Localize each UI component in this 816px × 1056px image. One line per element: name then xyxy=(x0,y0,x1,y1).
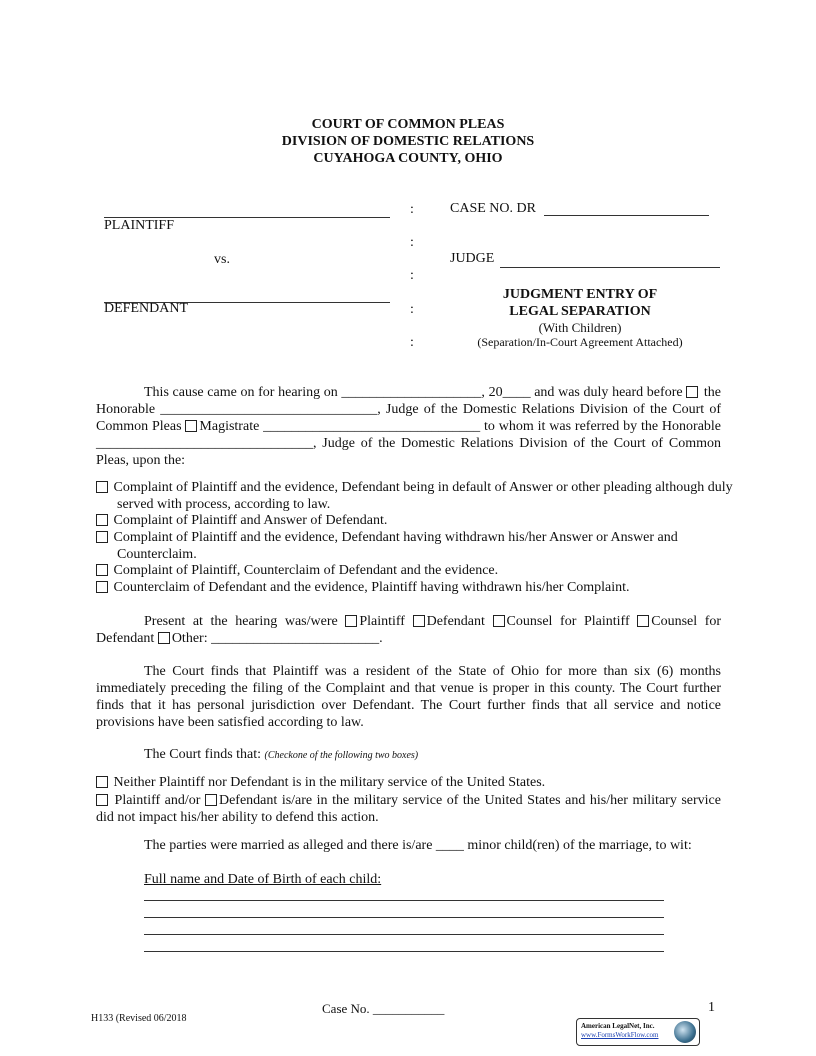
children-label: Full name and Date of Birth of each child: xyxy=(144,872,382,887)
military-text: Plaintiff and/or xyxy=(114,793,201,808)
present-text: Counsel for Plaintiff xyxy=(506,614,630,629)
child-entry-line[interactable] xyxy=(144,900,664,901)
logo-url[interactable]: www.FormsWorkFlow.com xyxy=(581,1031,659,1039)
military-option-2 xyxy=(96,792,721,826)
judge-checkbox[interactable] xyxy=(686,386,698,398)
defendant-present-checkbox[interactable] xyxy=(413,615,425,627)
option-checkbox[interactable] xyxy=(96,564,108,576)
child-entry-line[interactable] xyxy=(144,951,664,952)
military-defendant-checkbox[interactable] xyxy=(205,794,217,806)
present-text: Defendant xyxy=(426,614,485,629)
division-name: DIVISION OF DOMESTIC RELATIONS xyxy=(281,134,535,149)
colon: : xyxy=(410,335,414,350)
magistrate-checkbox[interactable] xyxy=(185,420,197,432)
findings-paragraph: The Court finds that Plaintiff was a resident of the State of Ohio for more than six (6) months immediately preceding the filing of the Complaint and that venue is proper in this county. The Court further finds that it has personal jurisdiction over Defendant. The Court further finds that all service and notice provisions have been satisfied according to law. xyxy=(96,664,721,730)
option-text: Complaint of Plaintiff, Counterclaim of Defendant and the evidence. xyxy=(113,563,499,578)
option-answer xyxy=(96,513,742,530)
american-legalnet-logo[interactable] xyxy=(576,1018,700,1046)
military-note: (Checkone of the following two boxes) xyxy=(264,750,419,761)
form-id: H133 (Revised 06/2018 xyxy=(91,1013,187,1024)
logo-name: American LegalNet, Inc. xyxy=(581,1022,655,1030)
option-counterclaim xyxy=(96,563,742,580)
option-checkbox[interactable] xyxy=(96,514,108,526)
judge-field[interactable] xyxy=(500,267,720,268)
option-default xyxy=(96,480,742,513)
military-text: Defendant is/are in the military service of the United States and his/her military service did not impact his/her ability to defend this action. xyxy=(96,793,721,825)
option-withdrawn-answer xyxy=(96,530,742,563)
military-intro-text: The Court finds that: xyxy=(144,747,262,762)
colon: : xyxy=(410,302,414,317)
military-option-1 xyxy=(96,775,721,792)
option-checkbox[interactable] xyxy=(96,481,108,493)
hearing-text: This cause came on for hearing on ____________________, 20____ and was duly heard before xyxy=(144,385,683,400)
footer-case-no: Case No. ___________ xyxy=(322,1001,445,1016)
option-text: Complaint of Plaintiff and the evidence, Defendant being in default of Answer or other pleading although duly served with process, according to law. xyxy=(113,480,733,512)
colon: : xyxy=(410,235,414,250)
option-text: Counterclaim of Defendant and the evidence, Plaintiff having withdrawn his/her Complaint. xyxy=(113,580,630,595)
plaintiff-present-checkbox[interactable] xyxy=(345,615,357,627)
title-line-2: LEGAL SEPARATION xyxy=(509,304,651,319)
case-no-field[interactable] xyxy=(544,215,709,216)
present-paragraph xyxy=(96,613,721,647)
vs-label: vs. xyxy=(214,252,230,267)
title-line-1: JUDGMENT ENTRY OF xyxy=(502,287,658,302)
option-text: Complaint of Plaintiff and Answer of Defendant. xyxy=(113,513,388,528)
child-entry-line[interactable] xyxy=(144,917,664,918)
option-checkbox[interactable] xyxy=(96,581,108,593)
children-count: The parties were married as alleged and there is/are ____ minor child(ren) of the marriage, to wit: xyxy=(144,838,692,853)
judge-label: JUDGE xyxy=(450,251,495,266)
case-no-label: CASE NO. DR xyxy=(450,201,536,216)
option-checkbox[interactable] xyxy=(96,531,108,543)
hearing-text: Magistrate _______________________________ to whom it was referred by the Honorable _______________________________, Judge of the Domestic Relations Division of the Court of Common Pleas, upon the: xyxy=(96,419,722,468)
option-withdrawn-complaint xyxy=(96,580,742,597)
court-name: COURT OF COMMON PLEAS xyxy=(311,117,505,132)
counsel-plaintiff-checkbox[interactable] xyxy=(493,615,505,627)
colon: : xyxy=(410,202,414,217)
subtitle-children: (With Children) xyxy=(538,320,622,335)
military-checkbox[interactable] xyxy=(96,776,108,788)
defendant-label: DEFENDANT xyxy=(104,301,188,316)
option-text: Complaint of Plaintiff and the evidence, Defendant having withdrawn his/her Answer or Answer and Counterclaim. xyxy=(113,530,678,562)
military-checkbox[interactable] xyxy=(96,794,108,806)
present-text: Plaintiff xyxy=(359,614,405,629)
hearing-paragraph xyxy=(96,384,721,469)
present-text: Counsel for Defendant xyxy=(96,614,722,646)
subtitle-agreement: (Separation/In-Court Agreement Attached) xyxy=(477,335,683,349)
hearing-text: the Honorable _______________________________, Judge of the Domestic Relations Division of the Court of Common Pleas xyxy=(96,385,721,434)
other-present-checkbox[interactable] xyxy=(158,632,170,644)
document-title xyxy=(430,286,730,320)
globe-icon xyxy=(674,1021,696,1043)
present-text: Present at the hearing was/were xyxy=(144,614,338,629)
counsel-defendant-checkbox[interactable] xyxy=(637,615,649,627)
military-text: Neither Plaintiff nor Defendant is in the military service of the United States. xyxy=(113,775,546,790)
military-intro xyxy=(96,746,721,764)
county-name: CUYAHOGA COUNTY, OHIO xyxy=(313,151,503,166)
page-number: 1 xyxy=(708,1000,715,1015)
plaintiff-label: PLAINTIFF xyxy=(104,218,175,233)
present-text: Other: ________________________. xyxy=(171,631,383,646)
colon: : xyxy=(410,268,414,283)
child-entry-line[interactable] xyxy=(144,934,664,935)
